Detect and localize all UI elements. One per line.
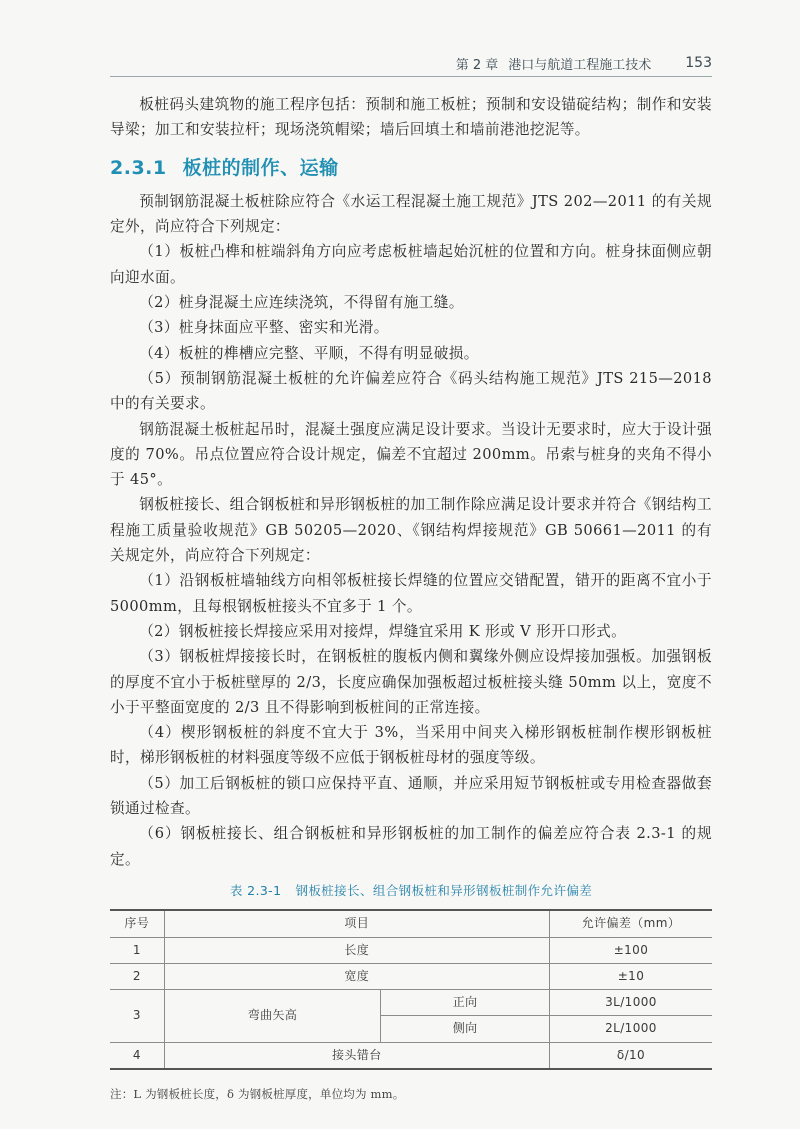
table-header-row [110, 910, 712, 937]
list-item: （5）预制钢筋混凝土板桩的允许偏差应符合《码头结构施工规范》JTS 215—2018 中的有关要求。 [110, 369, 712, 413]
paragraph: 钢板桩接长、组合钢板桩和异形钢板桩的加工制作除应满足设计要求并符合《钢结构工程施工质量验收规范》GB 50205—2020、《钢结构焊接规范》GB 50661—2011 的有关规定外，尚应符合下列规定： [110, 496, 712, 565]
body-text [110, 92, 712, 1107]
cell-tolerance: δ/10 [549, 1042, 712, 1069]
paragraph: 钢筋混凝土板桩起吊时，混凝土强度应满足设计要求。当设计无要求时，应大于设计强度的 70%。吊点位置应符合设计规定，偏差不宜超过 200mm。吊索与桩身的夹角不得小于 45°。 [110, 420, 712, 489]
cell-no: 2 [110, 963, 164, 989]
table-row [110, 990, 712, 1016]
list-item: （2）钢板桩接长焊接应采用对接焊，焊缝宜采用 K 形或 V 形开口形式。 [139, 622, 627, 640]
cell-no: 1 [110, 937, 164, 963]
list-item: （4）板桩的榫槽应完整、平顺，不得有明显破损。 [139, 344, 479, 362]
header-cell: 项目 [164, 910, 549, 937]
intro-paragraph: 板桩码头建筑物的施工程序包括：预制和施工板桩；预制和安设锚碇结构；制作和安装导梁；加工和安装拉杆；现场浇筑帽梁；墙后回填土和墙前港池挖泥等。 [110, 96, 712, 139]
table-note: 注：L 为钢板桩长度，δ 为钢板桩厚度，单位均为 mm。 [110, 1086, 405, 1101]
table-number: 表 2.3-1 [229, 882, 282, 898]
section-number: 2.3.1 [110, 156, 167, 179]
cell-subitem: 侧向 [381, 1016, 550, 1042]
header-cell: 序号 [110, 910, 164, 937]
cell-tolerance: 3L/1000 [549, 990, 712, 1016]
table-row [110, 937, 712, 963]
cell-no: 4 [110, 1042, 164, 1069]
list-item: （1）沿钢板桩墙轴线方向相邻板桩接长焊缝的位置应交错配置，错开的距离不宜小于 5000mm，且每根钢板桩接头不宜多于 1 个。 [110, 572, 712, 615]
cell-item: 宽度 [164, 963, 549, 989]
cell-no: 3 [110, 990, 164, 1043]
list-item: （1）板桩凸榫和桩端斜角方向应考虑板桩墙起始沉桩的位置和方向。桩身抹面侧应朝向迎水面。 [110, 243, 712, 286]
list-item: （4）楔形钢板桩的斜度不宜大于 3%，当采用中间夹入梯形钢板桩制作楔形钢板桩时，梯形钢板桩的材料强度等级不应低于钢板桩母材的强度等级。 [110, 724, 712, 767]
cell-tolerance: ±10 [549, 963, 712, 989]
list-item: （5）加工后钢板桩的锁口应保持平直、通顺，并应采用短节钢板桩或专用检查器做套锁通过检查。 [110, 774, 712, 818]
running-header [110, 50, 712, 77]
table-caption [110, 878, 712, 903]
header-cell: 允许偏差（mm） [549, 910, 712, 937]
table-row [110, 1042, 712, 1069]
section-title: 板桩的制作、运输 [182, 156, 339, 179]
section-heading [110, 156, 712, 181]
tolerance-table [110, 909, 712, 1070]
cell-tolerance: ±100 [549, 937, 712, 963]
table-row [110, 963, 712, 989]
table-title: 钢板桩接长、组合钢板桩和异形钢板桩制作允许偏差 [295, 882, 593, 898]
paragraph: 预制钢筋混凝土板桩除应符合《水运工程混凝土施工规范》JTS 202—2011 的有关规定外，尚应符合下列规定： [110, 192, 712, 236]
cell-item: 弯曲矢高 [164, 990, 381, 1043]
cell-subitem: 正向 [381, 990, 550, 1016]
cell-tolerance: 2L/1000 [549, 1016, 712, 1042]
list-item: （3）桩身抹面应平整、密实和光滑。 [139, 319, 389, 337]
list-item: （6）钢板桩接长、组合钢板桩和异形钢板桩的加工制作的偏差应符合表 2.3-1 的规定。 [110, 825, 712, 868]
chapter-label: 第 2 章 [455, 57, 499, 73]
chapter-title: 港口与航道工程施工技术 [508, 57, 652, 73]
list-item: （3）钢板桩焊接接长时，在钢板桩的腹板内侧和翼缘外侧应设焊接加强板。加强钢板的厚度不宜小于板桩壁厚的 2/3，长度应确保加强板超过板桩接头缝 50mm 以上，宽度不小于平整面宽度的 2/3 且不得影响到板桩间的正常连接。 [110, 648, 712, 716]
list-item: （2）桩身混凝土应连续浇筑，不得留有施工缝。 [139, 294, 464, 312]
page-number: 153 [685, 55, 712, 71]
cell-item: 长度 [164, 937, 549, 963]
cell-item: 接头错台 [164, 1042, 549, 1069]
